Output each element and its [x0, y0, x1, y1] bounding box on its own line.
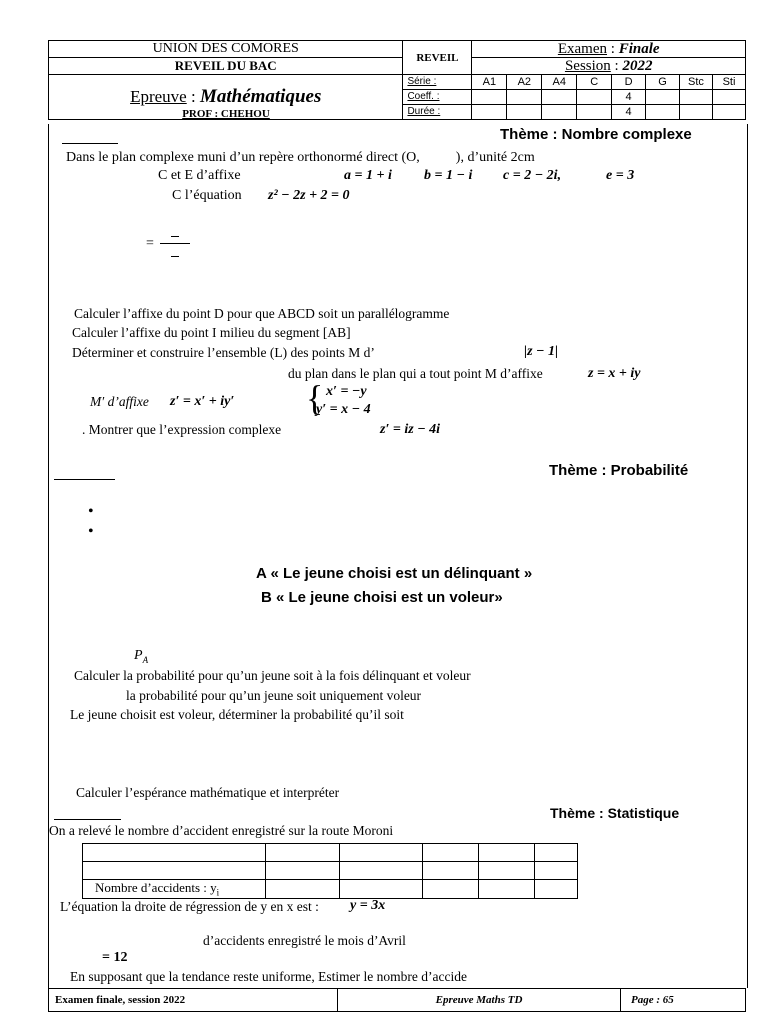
- duree-label: Durée :: [403, 105, 472, 120]
- coeff-d: 4: [612, 90, 646, 105]
- theme-statistique: Thème : Statistique: [550, 805, 680, 821]
- stats-table: [82, 843, 578, 899]
- footer: [48, 988, 746, 1012]
- affixe-a: a = 1 + i: [344, 168, 392, 183]
- question-5-label: M′ d’affixe: [90, 394, 149, 409]
- affixe-c: c = 2 − 2i,: [503, 168, 562, 183]
- equation: z² − 2z + 2 = 0: [268, 188, 350, 203]
- prof-label: PROF : CHEHOU: [182, 108, 270, 120]
- question-3-expr: |z − 1|: [524, 344, 559, 359]
- proba-q2: la probabilité pour qu’un jeune soit uniquement voleur: [126, 688, 422, 703]
- reveil-label: REVEIL: [403, 41, 472, 75]
- serie-label: Série :: [403, 75, 472, 90]
- proba-pa: $P_A$: [134, 648, 149, 665]
- event-b: B « Le jeune choisi est un voleur»: [261, 589, 503, 606]
- coeff-label: Coeff. :: [403, 90, 472, 105]
- system-line-1: x′ = −y: [326, 384, 367, 399]
- affixe-e: e = 3: [606, 168, 635, 183]
- proba-q1: Calculer la probabilité pour qu’un jeune soit à la fois délinquant et voleur: [74, 668, 471, 683]
- exercise-rule: [62, 143, 118, 144]
- exercise-rule-2: [54, 479, 115, 480]
- bullet-1: •: [88, 503, 94, 520]
- epreuve-cell: Epreuve : Mathématiques: [49, 75, 403, 120]
- intro-text: Dans le plan complexe muni d’un repère orthonormé direct (O, ), d’unité 2cm: [66, 150, 535, 165]
- question-4-expr: z = x + iy: [588, 366, 641, 381]
- session-cell: Session : 2022: [472, 58, 746, 75]
- footer-center: Epreuve Maths TD: [338, 989, 621, 1011]
- regression-text: L’équation la droite de régression de y en x est :: [60, 899, 319, 914]
- question-1: Calculer l’affixe du point D pour que ABCD soit un parallélogramme: [74, 306, 450, 321]
- equation-label: C l’équation: [172, 188, 242, 203]
- question-3: Déterminer et construire l’ensemble (L) des points M d’: [72, 345, 375, 360]
- exercise-rule-3: [54, 819, 121, 820]
- question-4: du plan dans le plan qui a tout point M d’affixe: [288, 366, 543, 381]
- series-g: G: [646, 75, 680, 90]
- footer-page: Page : 65: [631, 994, 674, 1006]
- series-a2: A2: [507, 75, 542, 90]
- series-c: C: [577, 75, 612, 90]
- bullet-2: •: [88, 523, 94, 540]
- question-2: Calculer l’affixe du point I milieu du segment [AB]: [72, 325, 351, 340]
- series-d: D: [612, 75, 646, 90]
- theme-complexe: Thème : Nombre complexe: [500, 126, 692, 143]
- question-6-expr: z′ = iz − 4i: [380, 422, 441, 437]
- affixe-b: b = 1 − i: [424, 168, 473, 183]
- stats-intro: On a relevé le nombre d’accident enregistré sur la route Moroni: [49, 823, 394, 838]
- fraction-num: [171, 236, 179, 237]
- reveil-title: REVEIL DU BAC: [49, 58, 403, 75]
- event-a: A « Le jeune choisi est un délinquant »: [256, 565, 533, 582]
- fraction-bar: [160, 243, 190, 244]
- footer-left: Examen finale, session 2022: [49, 989, 338, 1011]
- duree-d: 4: [612, 105, 646, 120]
- exam-cell: Examen : Finale: [472, 41, 746, 58]
- question-6: . Montrer que l’expression complexe: [82, 422, 282, 437]
- estimate-text: En supposant que la tendance reste uniforme, Estimer le nombre d’accide: [70, 969, 467, 984]
- series-a4: A4: [542, 75, 577, 90]
- value-12: = 12: [102, 950, 128, 965]
- fraction-den: [171, 256, 179, 257]
- proba-q4: Calculer l’espérance mathématique et interpréter: [76, 785, 340, 800]
- theme-probabilite: Thème : Probabilité: [549, 462, 689, 479]
- stats-row-label: Nombre d’accidents : $y_i$: [83, 880, 266, 899]
- series-sti: Sti: [712, 75, 745, 90]
- system-brace: {: [306, 378, 324, 418]
- system-line-2: y′ = x − 4: [316, 402, 371, 417]
- question-5-expr: z′ = x′ + iy′: [170, 394, 235, 409]
- avril-text: d’accidents enregistré le mois d’Avril: [203, 933, 406, 948]
- regression-expr: y = 3x: [350, 898, 386, 913]
- fraction-eq: =: [146, 236, 154, 251]
- series-stc: Stc: [680, 75, 713, 90]
- points-label: C et E d’affixe: [158, 168, 241, 183]
- series-a1: A1: [472, 75, 507, 90]
- proba-q3: Le jeune choisit est voleur, déterminer la probabilité qu’il soit: [70, 707, 404, 722]
- country: UNION DES COMORES: [49, 41, 403, 58]
